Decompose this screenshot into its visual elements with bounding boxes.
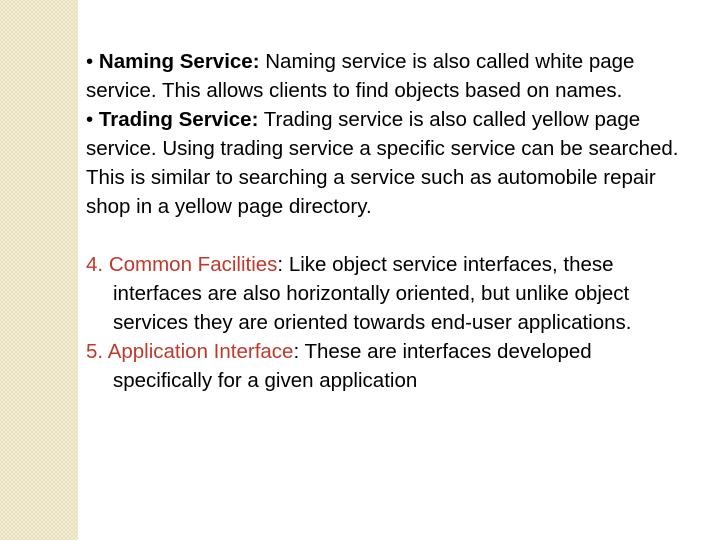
naming-service-paragraph <box>86 47 696 105</box>
common-facilities-text: : Like object service interfaces, these interfaces are also horizontally oriented, but unlike object services they are oriented towards end-user applications. <box>113 253 632 334</box>
naming-service-text: Naming service is also called white page service. This allows clients to find objects based on names. <box>86 50 635 102</box>
bullet: • <box>86 50 94 73</box>
paragraph-gap <box>86 221 696 250</box>
naming-service-heading: Naming Service: <box>98 50 260 73</box>
bullet: • <box>86 108 94 131</box>
trading-service-heading: Trading Service: <box>98 108 259 131</box>
decorative-side-strip <box>0 0 78 540</box>
item-number: 4. <box>86 253 104 276</box>
application-interface-term: Application Interface <box>107 340 294 363</box>
application-interface-text: : These are interfaces developed specifically for a given application <box>113 340 592 392</box>
common-facilities-term: Common Facilities <box>108 253 278 276</box>
trading-service-text: Trading service is also called yellow page service. Using trading service a specific service can be searched. This is similar to searching a service such as automobile repair shop in a yellow page directory. <box>86 108 679 218</box>
application-interface-item <box>86 337 696 395</box>
slide-body <box>86 47 696 395</box>
item-number: 5. <box>86 340 104 363</box>
trading-service-paragraph <box>86 105 696 221</box>
common-facilities-item <box>86 250 696 337</box>
